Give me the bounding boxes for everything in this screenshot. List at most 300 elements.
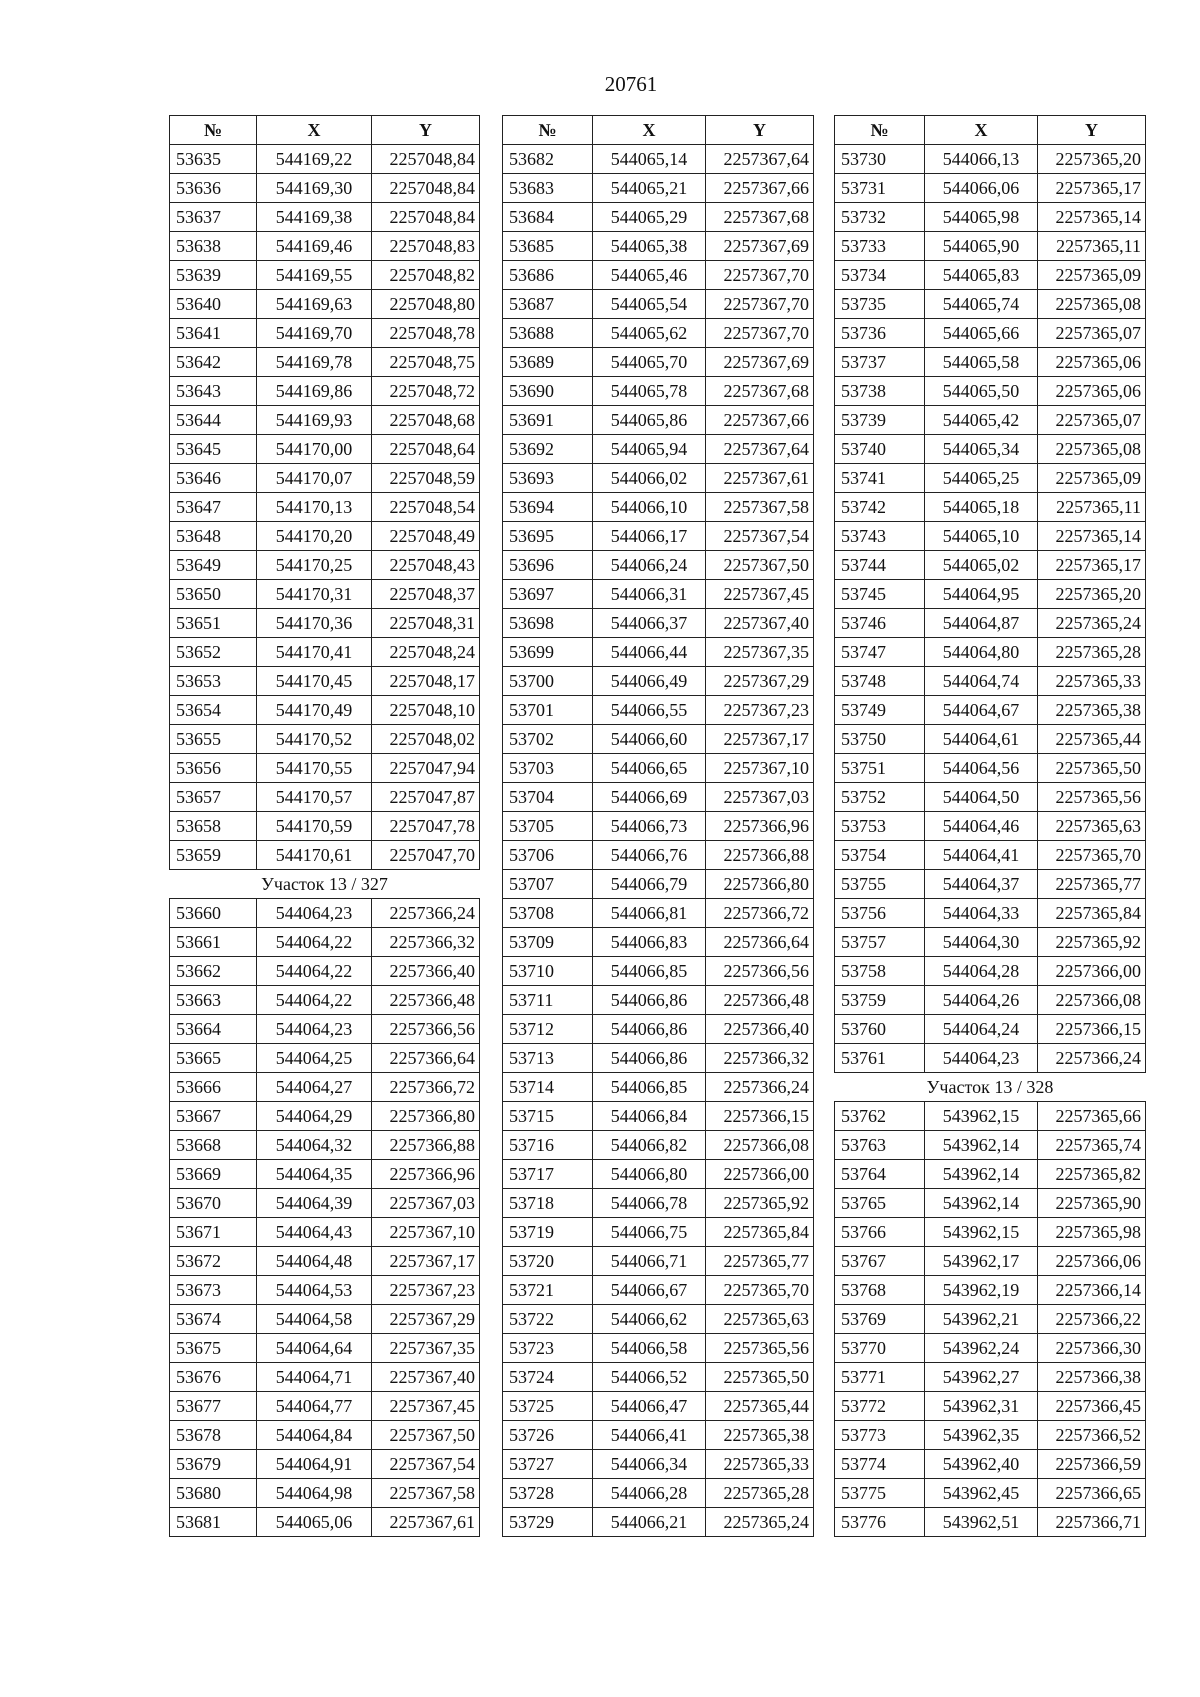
y-coordinate-cell: 2257365,33	[1038, 667, 1146, 696]
table-row	[835, 696, 1146, 725]
y-coordinate-cell: 2257366,08	[706, 1131, 814, 1160]
y-coordinate-cell: 2257365,50	[1038, 754, 1146, 783]
table-row	[170, 1363, 480, 1392]
x-coordinate-cell: 544066,31	[593, 580, 706, 609]
point-number-cell: 53741	[835, 464, 925, 493]
x-coordinate-cell: 544064,23	[925, 1044, 1038, 1073]
table-row	[503, 1334, 814, 1363]
x-coordinate-cell: 544064,22	[257, 986, 372, 1015]
x-coordinate-cell: 544064,56	[925, 754, 1038, 783]
y-coordinate-cell: 2257365,14	[1038, 522, 1146, 551]
point-number-cell: 53696	[503, 551, 593, 580]
point-number-cell: 53728	[503, 1479, 593, 1508]
point-number-cell: 53710	[503, 957, 593, 986]
x-coordinate-cell: 543962,14	[925, 1160, 1038, 1189]
x-coordinate-cell: 544065,02	[925, 551, 1038, 580]
table-row	[503, 783, 814, 812]
y-coordinate-cell: 2257367,40	[372, 1363, 480, 1392]
table-row	[835, 1508, 1146, 1537]
y-coordinate-cell: 2257366,40	[372, 957, 480, 986]
table-row	[170, 986, 480, 1015]
point-number-cell: 53659	[170, 841, 257, 870]
table-row	[503, 957, 814, 986]
table-header-row	[170, 116, 480, 145]
point-number-cell: 53713	[503, 1044, 593, 1073]
column-header-x: X	[925, 116, 1038, 145]
y-coordinate-cell: 2257367,17	[706, 725, 814, 754]
section-title: Участок 13 / 328	[835, 1073, 1146, 1102]
point-number-cell: 53709	[503, 928, 593, 957]
table-row	[835, 406, 1146, 435]
column-header-x: X	[257, 116, 372, 145]
point-number-cell: 53763	[835, 1131, 925, 1160]
table-row	[835, 1363, 1146, 1392]
x-coordinate-cell: 544064,84	[257, 1421, 372, 1450]
x-coordinate-cell: 544170,45	[257, 667, 372, 696]
table-row	[503, 464, 814, 493]
x-coordinate-cell: 543962,15	[925, 1102, 1038, 1131]
table-row	[835, 435, 1146, 464]
x-coordinate-cell: 544066,73	[593, 812, 706, 841]
table-row	[835, 754, 1146, 783]
x-coordinate-cell: 544064,23	[257, 1015, 372, 1044]
x-coordinate-cell: 544065,78	[593, 377, 706, 406]
y-coordinate-cell: 2257367,45	[372, 1392, 480, 1421]
x-coordinate-cell: 544065,06	[257, 1508, 372, 1537]
point-number-cell: 53765	[835, 1189, 925, 1218]
point-number-cell: 53725	[503, 1392, 593, 1421]
y-coordinate-cell: 2257048,54	[372, 493, 480, 522]
y-coordinate-cell: 2257365,38	[1038, 696, 1146, 725]
point-number-cell: 53757	[835, 928, 925, 957]
point-number-cell: 53730	[835, 145, 925, 174]
point-number-cell: 53764	[835, 1160, 925, 1189]
y-coordinate-cell: 2257365,98	[1038, 1218, 1146, 1247]
table-row	[835, 986, 1146, 1015]
x-coordinate-cell: 544066,67	[593, 1276, 706, 1305]
point-number-cell: 53666	[170, 1073, 257, 1102]
x-coordinate-cell: 543962,19	[925, 1276, 1038, 1305]
table-row	[835, 1450, 1146, 1479]
y-coordinate-cell: 2257367,68	[706, 203, 814, 232]
table-row	[170, 232, 480, 261]
x-coordinate-cell: 544066,80	[593, 1160, 706, 1189]
x-coordinate-cell: 544065,21	[593, 174, 706, 203]
x-coordinate-cell: 544170,20	[257, 522, 372, 551]
point-number-cell: 53680	[170, 1479, 257, 1508]
point-number-cell: 53737	[835, 348, 925, 377]
point-number-cell: 53674	[170, 1305, 257, 1334]
x-coordinate-cell: 544065,46	[593, 261, 706, 290]
y-coordinate-cell: 2257366,56	[372, 1015, 480, 1044]
table-row	[835, 1218, 1146, 1247]
point-number-cell: 53699	[503, 638, 593, 667]
table-row	[835, 1160, 1146, 1189]
table-row	[503, 1044, 814, 1073]
table-row	[503, 348, 814, 377]
y-coordinate-cell: 2257048,17	[372, 667, 480, 696]
x-coordinate-cell: 543962,45	[925, 1479, 1038, 1508]
x-coordinate-cell: 544066,41	[593, 1421, 706, 1450]
point-number-cell: 53645	[170, 435, 257, 464]
x-coordinate-cell: 544065,90	[925, 232, 1038, 261]
table-row	[170, 667, 480, 696]
y-coordinate-cell: 2257367,10	[706, 754, 814, 783]
x-coordinate-cell: 544170,13	[257, 493, 372, 522]
point-number-cell: 53731	[835, 174, 925, 203]
x-coordinate-cell: 543962,35	[925, 1421, 1038, 1450]
y-coordinate-cell: 2257366,32	[372, 928, 480, 957]
point-number-cell: 53701	[503, 696, 593, 725]
y-coordinate-cell: 2257367,35	[372, 1334, 480, 1363]
x-coordinate-cell: 544066,47	[593, 1392, 706, 1421]
point-number-cell: 53774	[835, 1450, 925, 1479]
y-coordinate-cell: 2257366,59	[1038, 1450, 1146, 1479]
y-coordinate-cell: 2257048,78	[372, 319, 480, 348]
x-coordinate-cell: 544064,24	[925, 1015, 1038, 1044]
x-coordinate-cell: 544066,52	[593, 1363, 706, 1392]
point-number-cell: 53752	[835, 783, 925, 812]
table-row	[835, 841, 1146, 870]
y-coordinate-cell: 2257365,20	[1038, 145, 1146, 174]
table-row	[170, 696, 480, 725]
y-coordinate-cell: 2257365,77	[706, 1247, 814, 1276]
y-coordinate-cell: 2257367,66	[706, 406, 814, 435]
y-coordinate-cell: 2257367,45	[706, 580, 814, 609]
x-coordinate-cell: 544064,33	[925, 899, 1038, 928]
point-number-cell: 53712	[503, 1015, 593, 1044]
table-row	[503, 406, 814, 435]
table-row	[835, 464, 1146, 493]
y-coordinate-cell: 2257366,65	[1038, 1479, 1146, 1508]
point-number-cell: 53715	[503, 1102, 593, 1131]
point-number-cell: 53698	[503, 609, 593, 638]
x-coordinate-cell: 544066,85	[593, 957, 706, 986]
table-row	[835, 261, 1146, 290]
x-coordinate-cell: 544064,27	[257, 1073, 372, 1102]
y-coordinate-cell: 2257047,70	[372, 841, 480, 870]
section-title: Участок 13 / 327	[170, 870, 480, 899]
x-coordinate-cell: 544066,85	[593, 1073, 706, 1102]
table-row	[503, 1479, 814, 1508]
x-coordinate-cell: 544169,70	[257, 319, 372, 348]
y-coordinate-cell: 2257365,06	[1038, 348, 1146, 377]
table-row	[835, 290, 1146, 319]
x-coordinate-cell: 544064,95	[925, 580, 1038, 609]
point-number-cell: 53704	[503, 783, 593, 812]
y-coordinate-cell: 2257048,80	[372, 290, 480, 319]
table-row	[170, 841, 480, 870]
x-coordinate-cell: 544064,67	[925, 696, 1038, 725]
point-number-cell: 53639	[170, 261, 257, 290]
y-coordinate-cell: 2257365,17	[1038, 174, 1146, 203]
x-coordinate-cell: 544170,07	[257, 464, 372, 493]
point-number-cell: 53754	[835, 841, 925, 870]
point-number-cell: 53657	[170, 783, 257, 812]
table-row	[170, 754, 480, 783]
y-coordinate-cell: 2257367,10	[372, 1218, 480, 1247]
x-coordinate-cell: 544066,86	[593, 1044, 706, 1073]
table-row	[835, 667, 1146, 696]
table-row	[170, 580, 480, 609]
point-number-cell: 53662	[170, 957, 257, 986]
table-row	[170, 812, 480, 841]
table-row	[170, 783, 480, 812]
x-coordinate-cell: 544169,22	[257, 145, 372, 174]
x-coordinate-cell: 543962,31	[925, 1392, 1038, 1421]
table-row	[503, 841, 814, 870]
point-number-cell: 53753	[835, 812, 925, 841]
table-row	[503, 1102, 814, 1131]
x-coordinate-cell: 544066,71	[593, 1247, 706, 1276]
x-coordinate-cell: 544066,02	[593, 464, 706, 493]
x-coordinate-cell: 544064,98	[257, 1479, 372, 1508]
column-header-y: Y	[1038, 116, 1146, 145]
y-coordinate-cell: 2257366,96	[706, 812, 814, 841]
table-row	[170, 1073, 480, 1102]
table-row	[503, 232, 814, 261]
y-coordinate-cell: 2257366,88	[706, 841, 814, 870]
table-row	[170, 1044, 480, 1073]
point-number-cell: 53649	[170, 551, 257, 580]
x-coordinate-cell: 544066,86	[593, 986, 706, 1015]
y-coordinate-cell: 2257366,48	[372, 986, 480, 1015]
x-coordinate-cell: 543962,15	[925, 1218, 1038, 1247]
table-header-row	[503, 116, 814, 145]
y-coordinate-cell: 2257048,64	[372, 435, 480, 464]
table-row	[503, 377, 814, 406]
x-coordinate-cell: 543962,17	[925, 1247, 1038, 1276]
x-coordinate-cell: 544064,22	[257, 928, 372, 957]
point-number-cell: 53736	[835, 319, 925, 348]
point-number-cell: 53642	[170, 348, 257, 377]
x-coordinate-cell: 544066,44	[593, 638, 706, 667]
y-coordinate-cell: 2257365,06	[1038, 377, 1146, 406]
x-coordinate-cell: 544065,54	[593, 290, 706, 319]
y-coordinate-cell: 2257048,68	[372, 406, 480, 435]
x-coordinate-cell: 544066,79	[593, 870, 706, 899]
y-coordinate-cell: 2257365,74	[1038, 1131, 1146, 1160]
point-number-cell: 53750	[835, 725, 925, 754]
y-coordinate-cell: 2257048,59	[372, 464, 480, 493]
table-row	[503, 1363, 814, 1392]
x-coordinate-cell: 544170,57	[257, 783, 372, 812]
y-coordinate-cell: 2257365,56	[706, 1334, 814, 1363]
point-number-cell: 53749	[835, 696, 925, 725]
point-number-cell: 53734	[835, 261, 925, 290]
point-number-cell: 53652	[170, 638, 257, 667]
point-number-cell: 53771	[835, 1363, 925, 1392]
table-row	[170, 493, 480, 522]
y-coordinate-cell: 2257367,69	[706, 348, 814, 377]
x-coordinate-cell: 544170,55	[257, 754, 372, 783]
table-row	[503, 1305, 814, 1334]
y-coordinate-cell: 2257365,38	[706, 1421, 814, 1450]
table-row	[170, 1334, 480, 1363]
table-row	[835, 551, 1146, 580]
x-coordinate-cell: 543962,40	[925, 1450, 1038, 1479]
point-number-cell: 53723	[503, 1334, 593, 1363]
y-coordinate-cell: 2257365,84	[706, 1218, 814, 1247]
y-coordinate-cell: 2257367,17	[372, 1247, 480, 1276]
y-coordinate-cell: 2257366,71	[1038, 1508, 1146, 1537]
y-coordinate-cell: 2257365,77	[1038, 870, 1146, 899]
table-row	[835, 725, 1146, 754]
table-row	[170, 464, 480, 493]
x-coordinate-cell: 544064,32	[257, 1131, 372, 1160]
y-coordinate-cell: 2257367,61	[706, 464, 814, 493]
table-row	[170, 203, 480, 232]
point-number-cell: 53682	[503, 145, 593, 174]
point-number-cell: 53772	[835, 1392, 925, 1421]
x-coordinate-cell: 544170,41	[257, 638, 372, 667]
table-row	[835, 580, 1146, 609]
point-number-cell: 53776	[835, 1508, 925, 1537]
table-row	[170, 1276, 480, 1305]
y-coordinate-cell: 2257366,64	[706, 928, 814, 957]
y-coordinate-cell: 2257367,58	[372, 1479, 480, 1508]
x-coordinate-cell: 544065,25	[925, 464, 1038, 493]
x-coordinate-cell: 543962,51	[925, 1508, 1038, 1537]
x-coordinate-cell: 544064,43	[257, 1218, 372, 1247]
x-coordinate-cell: 544066,28	[593, 1479, 706, 1508]
x-coordinate-cell: 544066,76	[593, 841, 706, 870]
table-row	[835, 812, 1146, 841]
coordinates-table-2	[502, 115, 814, 1537]
x-coordinate-cell: 544065,18	[925, 493, 1038, 522]
x-coordinate-cell: 544066,21	[593, 1508, 706, 1537]
y-coordinate-cell: 2257365,09	[1038, 464, 1146, 493]
table-row	[503, 667, 814, 696]
table-row	[503, 638, 814, 667]
table-row	[170, 319, 480, 348]
y-coordinate-cell: 2257367,23	[372, 1276, 480, 1305]
x-coordinate-cell: 544065,86	[593, 406, 706, 435]
y-coordinate-cell: 2257365,24	[706, 1508, 814, 1537]
x-coordinate-cell: 544064,22	[257, 957, 372, 986]
point-number-cell: 53721	[503, 1276, 593, 1305]
table-row	[503, 551, 814, 580]
point-number-cell: 53758	[835, 957, 925, 986]
point-number-cell: 53643	[170, 377, 257, 406]
point-number-cell: 53718	[503, 1189, 593, 1218]
table-row	[503, 261, 814, 290]
x-coordinate-cell: 544065,29	[593, 203, 706, 232]
y-coordinate-cell: 2257366,24	[706, 1073, 814, 1102]
point-number-cell: 53733	[835, 232, 925, 261]
table-row	[835, 957, 1146, 986]
y-coordinate-cell: 2257365,44	[706, 1392, 814, 1421]
x-coordinate-cell: 544064,77	[257, 1392, 372, 1421]
y-coordinate-cell: 2257367,64	[706, 435, 814, 464]
point-number-cell: 53769	[835, 1305, 925, 1334]
x-coordinate-cell: 544169,46	[257, 232, 372, 261]
point-number-cell: 53641	[170, 319, 257, 348]
x-coordinate-cell: 544064,28	[925, 957, 1038, 986]
point-number-cell: 53638	[170, 232, 257, 261]
x-coordinate-cell: 543962,14	[925, 1189, 1038, 1218]
table-row	[170, 348, 480, 377]
x-coordinate-cell: 544066,24	[593, 551, 706, 580]
x-coordinate-cell: 544064,29	[257, 1102, 372, 1131]
column-header-y: Y	[372, 116, 480, 145]
point-number-cell: 53720	[503, 1247, 593, 1276]
x-coordinate-cell: 544170,49	[257, 696, 372, 725]
x-coordinate-cell: 543962,14	[925, 1131, 1038, 1160]
point-number-cell: 53665	[170, 1044, 257, 1073]
y-coordinate-cell: 2257048,02	[372, 725, 480, 754]
x-coordinate-cell: 544064,41	[925, 841, 1038, 870]
table-row	[835, 493, 1146, 522]
table-row	[503, 493, 814, 522]
y-coordinate-cell: 2257367,03	[372, 1189, 480, 1218]
table-row	[503, 725, 814, 754]
x-coordinate-cell: 544064,74	[925, 667, 1038, 696]
point-number-cell: 53726	[503, 1421, 593, 1450]
y-coordinate-cell: 2257366,22	[1038, 1305, 1146, 1334]
y-coordinate-cell: 2257365,08	[1038, 290, 1146, 319]
point-number-cell: 53766	[835, 1218, 925, 1247]
x-coordinate-cell: 544064,50	[925, 783, 1038, 812]
table-row	[170, 1131, 480, 1160]
y-coordinate-cell: 2257048,37	[372, 580, 480, 609]
point-number-cell: 53702	[503, 725, 593, 754]
y-coordinate-cell: 2257366,08	[1038, 986, 1146, 1015]
y-coordinate-cell: 2257366,40	[706, 1015, 814, 1044]
x-coordinate-cell: 544064,37	[925, 870, 1038, 899]
table-row	[503, 1218, 814, 1247]
table-row	[170, 638, 480, 667]
table-row	[503, 580, 814, 609]
point-number-cell: 53650	[170, 580, 257, 609]
y-coordinate-cell: 2257048,49	[372, 522, 480, 551]
point-number-cell: 53695	[503, 522, 593, 551]
x-coordinate-cell: 544169,38	[257, 203, 372, 232]
y-coordinate-cell: 2257367,29	[706, 667, 814, 696]
y-coordinate-cell: 2257365,09	[1038, 261, 1146, 290]
x-coordinate-cell: 544169,86	[257, 377, 372, 406]
y-coordinate-cell: 2257367,40	[706, 609, 814, 638]
point-number-cell: 53656	[170, 754, 257, 783]
point-number-cell: 53635	[170, 145, 257, 174]
table-row	[503, 696, 814, 725]
table-row	[170, 957, 480, 986]
table-row	[170, 406, 480, 435]
point-number-cell: 53670	[170, 1189, 257, 1218]
point-number-cell: 53759	[835, 986, 925, 1015]
x-coordinate-cell: 544066,78	[593, 1189, 706, 1218]
y-coordinate-cell: 2257366,24	[372, 899, 480, 928]
table-row	[835, 1479, 1146, 1508]
x-coordinate-cell: 544064,35	[257, 1160, 372, 1189]
table-row	[503, 319, 814, 348]
y-coordinate-cell: 2257367,35	[706, 638, 814, 667]
y-coordinate-cell: 2257367,70	[706, 319, 814, 348]
point-number-cell: 53672	[170, 1247, 257, 1276]
x-coordinate-cell: 544066,62	[593, 1305, 706, 1334]
x-coordinate-cell: 544065,70	[593, 348, 706, 377]
point-number-cell: 53686	[503, 261, 593, 290]
table-row	[835, 1102, 1146, 1131]
y-coordinate-cell: 2257366,15	[706, 1102, 814, 1131]
point-number-cell: 53690	[503, 377, 593, 406]
y-coordinate-cell: 2257367,03	[706, 783, 814, 812]
y-coordinate-cell: 2257365,92	[706, 1189, 814, 1218]
section-row	[835, 1073, 1146, 1102]
table-row	[503, 174, 814, 203]
point-number-cell: 53660	[170, 899, 257, 928]
point-number-cell: 53688	[503, 319, 593, 348]
